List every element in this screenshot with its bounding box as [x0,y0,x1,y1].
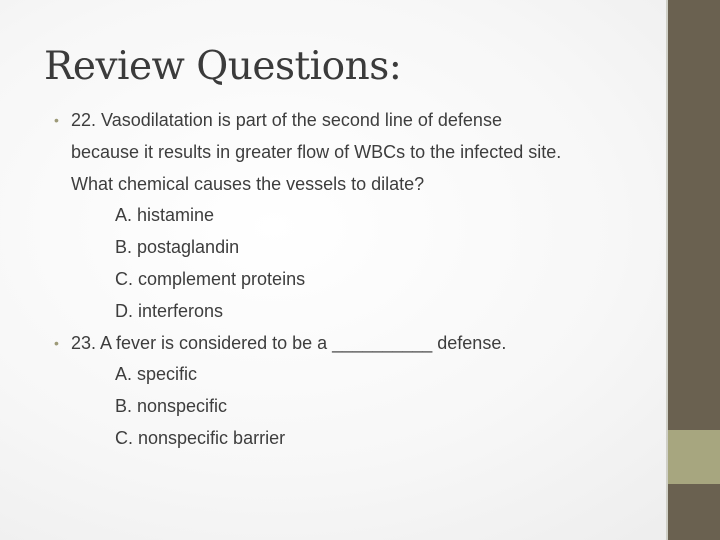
answer-option: B. nonspecific [115,396,228,417]
question-22-line-3: What chemical causes the vessels to dilate? [71,173,425,194]
question-text: 22. Vasodilatation is part of the second line of defense [71,110,502,130]
question-text: 23. A fever is considered to be a __________ defense. [71,332,507,353]
answer-option: A. specific [115,364,198,385]
answer-option: C. complement proteins [115,268,306,289]
slide-content [54,105,654,455]
question-22-line-2: because it results in greater flow of WBCs to the infected site. [71,141,562,162]
answer-option: D. interferons [115,300,224,321]
question-23-line-1 [54,328,654,360]
question-22-line-1 [54,105,654,137]
answer-option: B. postaglandin [115,237,240,258]
bullet-icon: • [54,334,59,351]
sidebar-accent-block [668,430,720,484]
answer-option: A. histamine [115,205,215,226]
answer-option: C. nonspecific barrier [115,427,286,448]
slide-title: Review Questions: [44,44,402,89]
bullet-icon: • [54,112,59,128]
